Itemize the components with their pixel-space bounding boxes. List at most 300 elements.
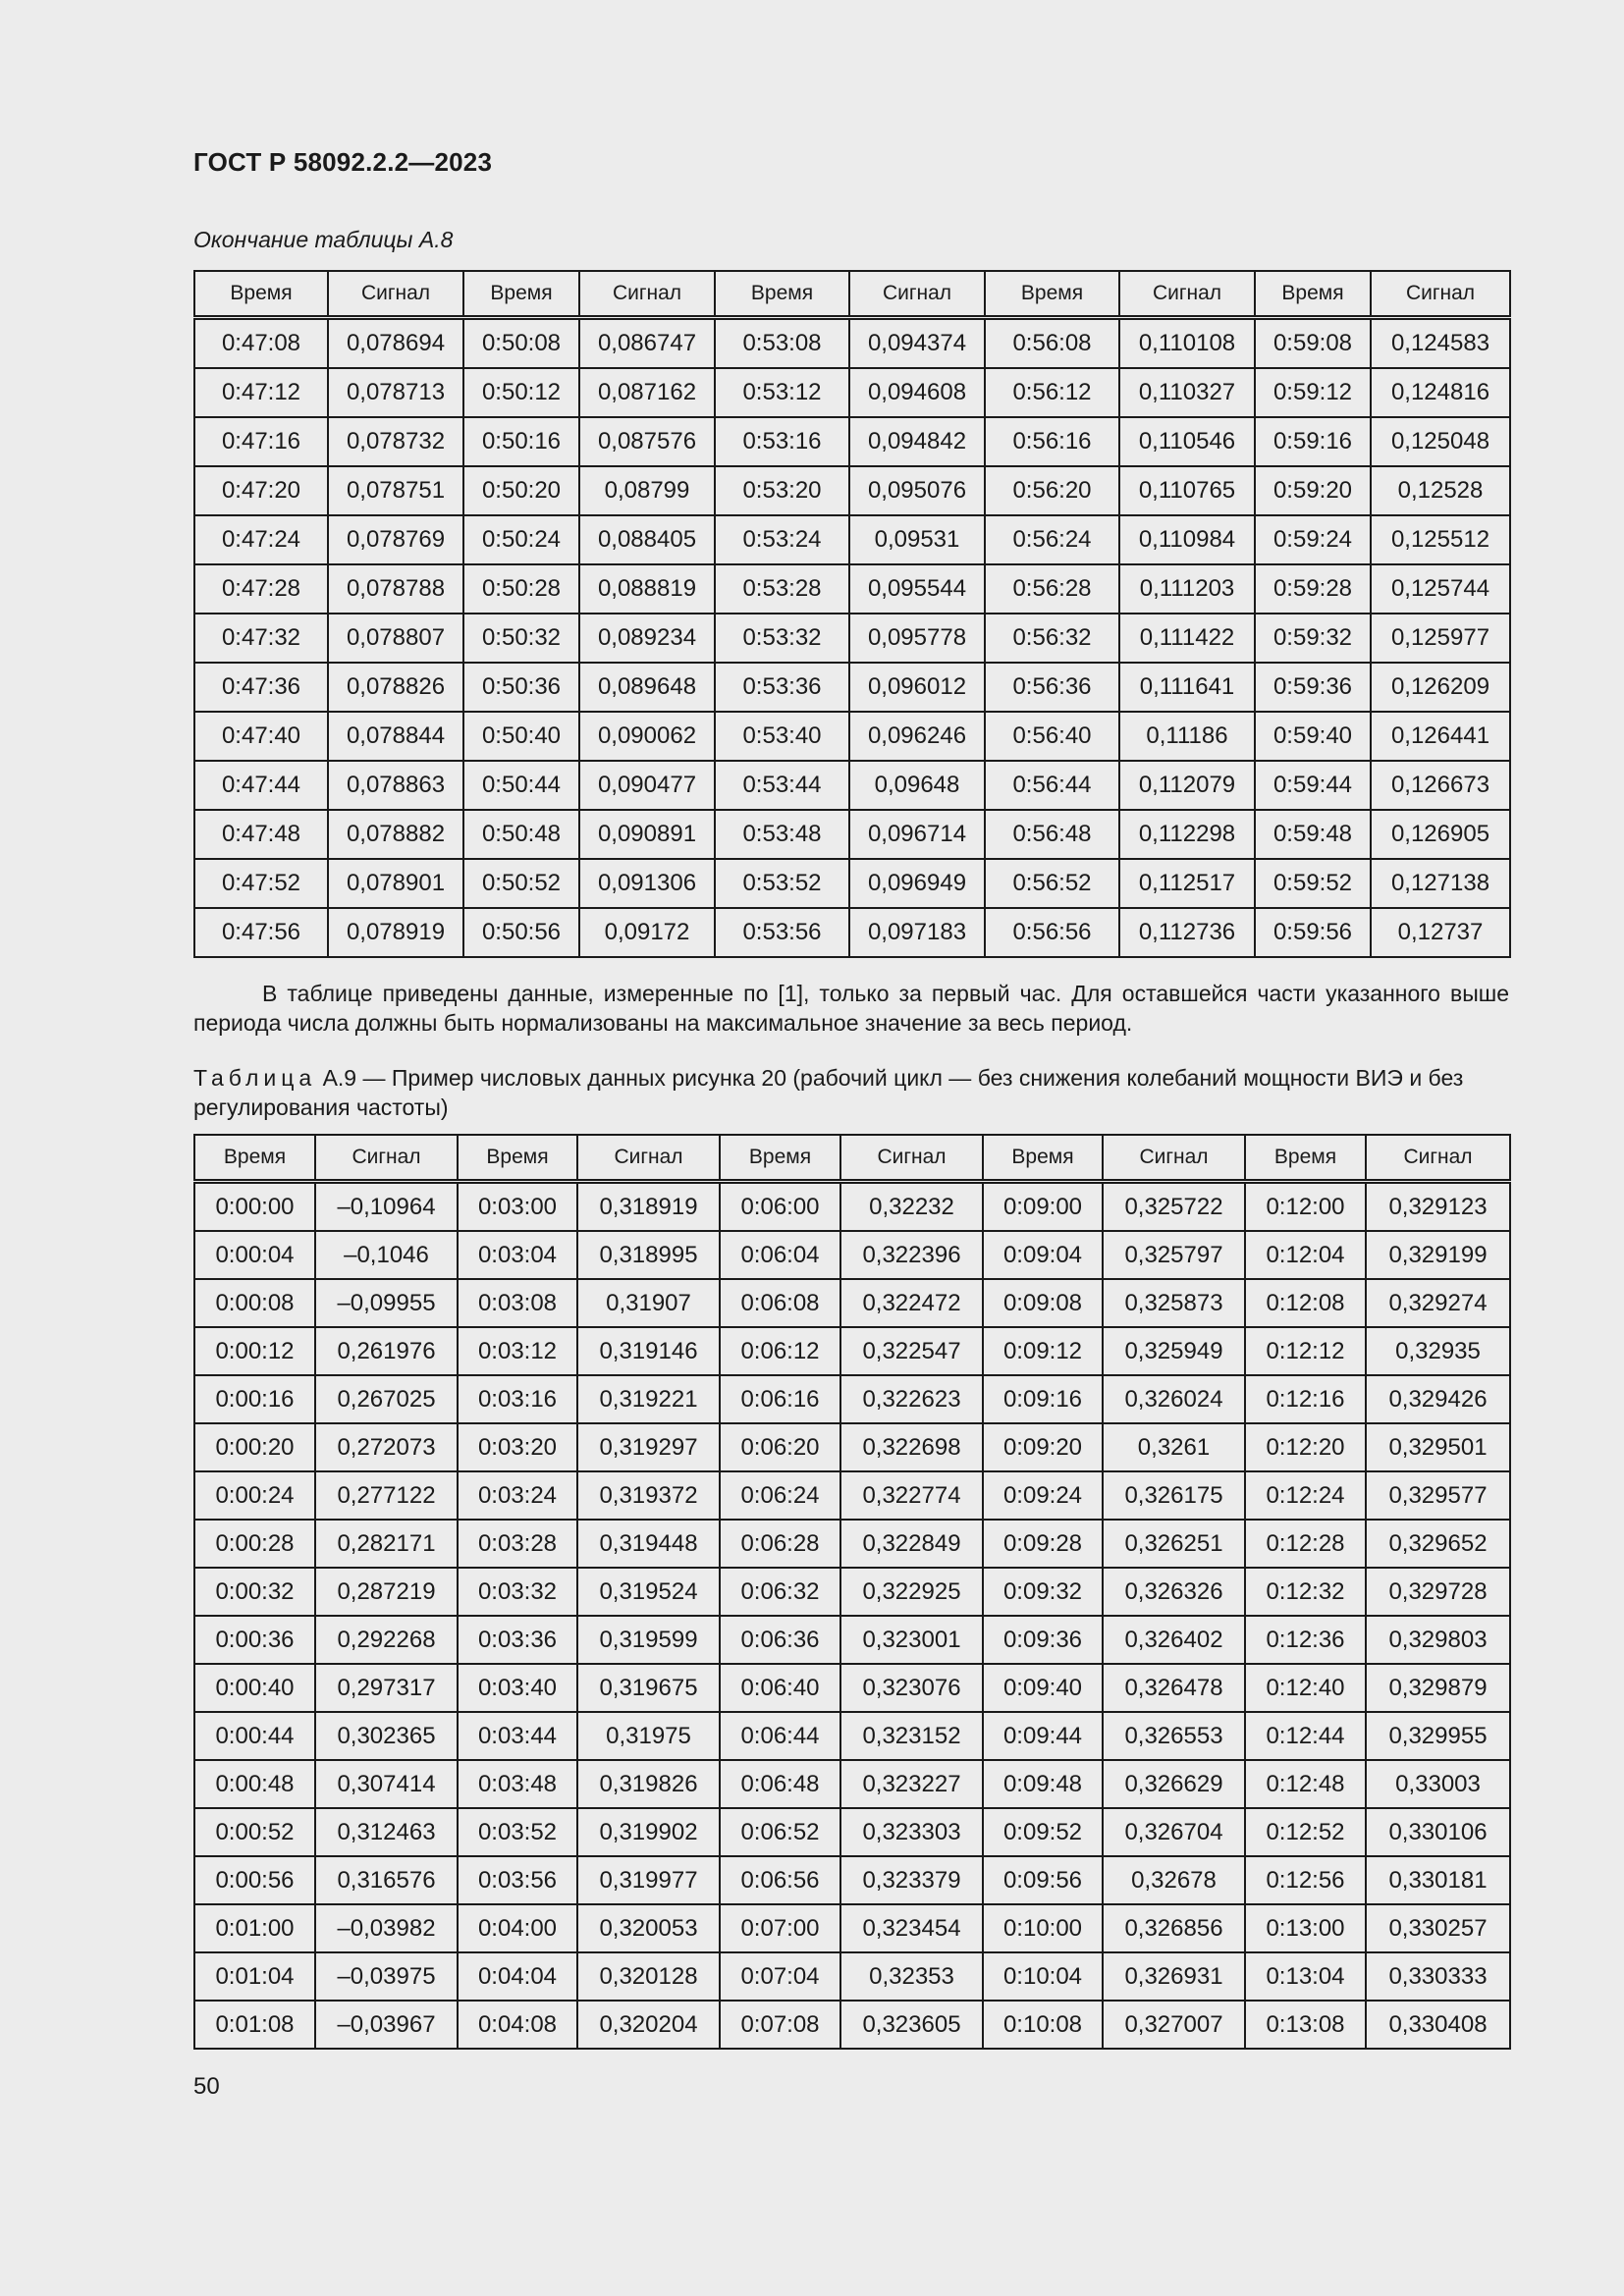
column-header: Сигнал [328, 271, 463, 318]
signal-cell: 0,126673 [1371, 761, 1510, 810]
time-cell: 0:06:20 [720, 1423, 840, 1471]
signal-cell: 0,319599 [577, 1616, 720, 1664]
time-cell: 0:59:48 [1255, 810, 1371, 859]
time-cell: 0:56:12 [985, 368, 1119, 417]
time-cell: 0:59:52 [1255, 859, 1371, 908]
time-cell: 0:03:00 [458, 1182, 577, 1232]
signal-cell: 0,078788 [328, 564, 463, 614]
time-cell: 0:12:28 [1245, 1520, 1366, 1568]
time-cell: 0:53:48 [715, 810, 849, 859]
signal-cell: 0,078826 [328, 663, 463, 712]
table-row [194, 1520, 1510, 1568]
time-cell: 0:59:28 [1255, 564, 1371, 614]
time-cell: 0:47:28 [194, 564, 328, 614]
signal-cell: 0,297317 [315, 1664, 458, 1712]
time-cell: 0:47:44 [194, 761, 328, 810]
signal-cell: 0,111203 [1119, 564, 1255, 614]
table-row [194, 663, 1510, 712]
signal-cell: 0,322396 [840, 1231, 983, 1279]
time-cell: 0:10:00 [983, 1904, 1103, 1952]
signal-cell: 0,316576 [315, 1856, 458, 1904]
signal-cell: 0,326402 [1103, 1616, 1245, 1664]
time-cell: 0:12:32 [1245, 1568, 1366, 1616]
signal-cell: 0,110765 [1119, 466, 1255, 515]
signal-cell: 0,330257 [1366, 1904, 1510, 1952]
signal-cell: –0,10964 [315, 1182, 458, 1232]
signal-cell: 0,090062 [579, 712, 715, 761]
signal-cell: 0,323605 [840, 2001, 983, 2049]
time-cell: 0:47:56 [194, 908, 328, 957]
signal-cell: 0,329803 [1366, 1616, 1510, 1664]
time-cell: 0:50:32 [463, 614, 579, 663]
signal-cell: 0,088405 [579, 515, 715, 564]
signal-cell: 0,095778 [849, 614, 985, 663]
table-row [194, 761, 1510, 810]
signal-cell: 0,078807 [328, 614, 463, 663]
time-cell: 0:00:52 [194, 1808, 315, 1856]
time-cell: 0:47:08 [194, 318, 328, 369]
time-cell: 0:00:36 [194, 1616, 315, 1664]
signal-cell: –0,1046 [315, 1231, 458, 1279]
table-row [194, 859, 1510, 908]
signal-cell: 0,329879 [1366, 1664, 1510, 1712]
signal-cell: 0,125512 [1371, 515, 1510, 564]
table-row [194, 1471, 1510, 1520]
column-header: Время [985, 271, 1119, 318]
signal-cell: 0,078732 [328, 417, 463, 466]
time-cell: 0:06:48 [720, 1760, 840, 1808]
time-cell: 0:12:24 [1245, 1471, 1366, 1520]
time-cell: 0:53:56 [715, 908, 849, 957]
signal-cell: 0,323152 [840, 1712, 983, 1760]
time-cell: 0:03:56 [458, 1856, 577, 1904]
time-cell: 0:03:32 [458, 1568, 577, 1616]
signal-cell: 0,327007 [1103, 2001, 1245, 2049]
signal-cell: 0,110108 [1119, 318, 1255, 369]
signal-cell: 0,329652 [1366, 1520, 1510, 1568]
signal-cell: 0,086747 [579, 318, 715, 369]
column-header: Время [194, 1135, 315, 1182]
column-header: Сигнал [1103, 1135, 1245, 1182]
table-row [194, 2001, 1510, 2049]
signal-cell: 0,322698 [840, 1423, 983, 1471]
signal-cell: 0,31975 [577, 1712, 720, 1760]
time-cell: 0:12:20 [1245, 1423, 1366, 1471]
time-cell: 0:07:04 [720, 1952, 840, 2001]
time-cell: 0:00:24 [194, 1471, 315, 1520]
signal-cell: –0,03975 [315, 1952, 458, 2001]
time-cell: 0:59:44 [1255, 761, 1371, 810]
time-cell: 0:53:44 [715, 761, 849, 810]
signal-cell: 0,320053 [577, 1904, 720, 1952]
time-cell: 0:06:56 [720, 1856, 840, 1904]
time-cell: 0:01:04 [194, 1952, 315, 2001]
signal-cell: 0,330106 [1366, 1808, 1510, 1856]
signal-cell: 0,08799 [579, 466, 715, 515]
time-cell: 0:06:36 [720, 1616, 840, 1664]
signal-cell: 0,09531 [849, 515, 985, 564]
time-cell: 0:59:36 [1255, 663, 1371, 712]
signal-cell: 0,319977 [577, 1856, 720, 1904]
time-cell: 0:04:00 [458, 1904, 577, 1952]
signal-cell: 0,3261 [1103, 1423, 1245, 1471]
time-cell: 0:47:32 [194, 614, 328, 663]
time-cell: 0:53:12 [715, 368, 849, 417]
time-cell: 0:09:32 [983, 1568, 1103, 1616]
time-cell: 0:56:36 [985, 663, 1119, 712]
signal-cell: 0,329577 [1366, 1471, 1510, 1520]
time-cell: 0:12:44 [1245, 1712, 1366, 1760]
signal-cell: 0,078919 [328, 908, 463, 957]
signal-cell: 0,329199 [1366, 1231, 1510, 1279]
time-cell: 0:09:48 [983, 1760, 1103, 1808]
time-cell: 0:01:00 [194, 1904, 315, 1952]
table-row [194, 908, 1510, 957]
time-cell: 0:09:28 [983, 1520, 1103, 1568]
table-a9-caption-text: А.9 — Пример числовых данных рисунка 20 (рабочий цикл — без снижения колебаний мощности ВИЭ и без регулирования частоты) [193, 1065, 1464, 1120]
signal-cell: 0,110327 [1119, 368, 1255, 417]
table-row [194, 1279, 1510, 1327]
signal-cell: 0,126209 [1371, 663, 1510, 712]
column-header: Время [1245, 1135, 1366, 1182]
time-cell: 0:10:04 [983, 1952, 1103, 2001]
time-cell: 0:00:00 [194, 1182, 315, 1232]
table-row [194, 564, 1510, 614]
time-cell: 0:53:24 [715, 515, 849, 564]
time-cell: 0:12:36 [1245, 1616, 1366, 1664]
table-row [194, 417, 1510, 466]
note-paragraph: В таблице приведены данные, измеренные по [1], только за первый час. Для оставшейся части указанного выше периода числа должны быть нормализованы на максимальное значение за весь период. [193, 981, 1509, 1036]
signal-cell: 0,111422 [1119, 614, 1255, 663]
signal-cell: 0,329955 [1366, 1712, 1510, 1760]
signal-cell: 0,124816 [1371, 368, 1510, 417]
signal-cell: 0,126905 [1371, 810, 1510, 859]
signal-cell: 0,078882 [328, 810, 463, 859]
signal-cell: 0,319675 [577, 1664, 720, 1712]
table-row [194, 1423, 1510, 1471]
time-cell: 0:56:20 [985, 466, 1119, 515]
time-cell: 0:03:48 [458, 1760, 577, 1808]
signal-cell: 0,322623 [840, 1375, 983, 1423]
column-header: Сигнал [1371, 271, 1510, 318]
signal-cell: 0,326175 [1103, 1471, 1245, 1520]
column-header: Время [715, 271, 849, 318]
time-cell: 0:09:00 [983, 1182, 1103, 1232]
signal-cell: 0,126441 [1371, 712, 1510, 761]
column-header: Время [463, 271, 579, 318]
signal-cell: 0,12737 [1371, 908, 1510, 957]
signal-cell: 0,112298 [1119, 810, 1255, 859]
time-cell: 0:09:52 [983, 1808, 1103, 1856]
time-cell: 0:50:12 [463, 368, 579, 417]
signal-cell: 0,322547 [840, 1327, 983, 1375]
signal-cell: 0,261976 [315, 1327, 458, 1375]
signal-cell: 0,319221 [577, 1375, 720, 1423]
page-number: 50 [193, 2073, 220, 2100]
column-header: Сигнал [577, 1135, 720, 1182]
table-a9 [193, 1134, 1511, 2050]
time-cell: 0:59:32 [1255, 614, 1371, 663]
time-cell: 0:53:40 [715, 712, 849, 761]
signal-cell: 0,326704 [1103, 1808, 1245, 1856]
signal-cell: 0,087162 [579, 368, 715, 417]
table-a8-header-row [194, 271, 1510, 318]
signal-cell: 0,330408 [1366, 2001, 1510, 2049]
signal-cell: 0,110984 [1119, 515, 1255, 564]
signal-cell: 0,096246 [849, 712, 985, 761]
time-cell: 0:50:16 [463, 417, 579, 466]
time-cell: 0:50:36 [463, 663, 579, 712]
time-cell: 0:03:28 [458, 1520, 577, 1568]
time-cell: 0:03:44 [458, 1712, 577, 1760]
signal-cell: 0,33003 [1366, 1760, 1510, 1808]
signal-cell: 0,329274 [1366, 1279, 1510, 1327]
time-cell: 0:50:24 [463, 515, 579, 564]
time-cell: 0:06:40 [720, 1664, 840, 1712]
time-cell: 0:03:16 [458, 1375, 577, 1423]
time-cell: 0:04:08 [458, 2001, 577, 2049]
time-cell: 0:06:44 [720, 1712, 840, 1760]
time-cell: 0:56:08 [985, 318, 1119, 369]
signal-cell: 0,125977 [1371, 614, 1510, 663]
time-cell: 0:00:28 [194, 1520, 315, 1568]
table-row [194, 1375, 1510, 1423]
time-cell: 0:59:20 [1255, 466, 1371, 515]
table-row [194, 1808, 1510, 1856]
signal-cell: –0,09955 [315, 1279, 458, 1327]
time-cell: 0:07:00 [720, 1904, 840, 1952]
signal-cell: 0,323303 [840, 1808, 983, 1856]
signal-cell: 0,112079 [1119, 761, 1255, 810]
signal-cell: 0,323001 [840, 1616, 983, 1664]
signal-cell: 0,078751 [328, 466, 463, 515]
table-a9-caption [193, 1063, 1509, 1122]
column-header: Сигнал [315, 1135, 458, 1182]
signal-cell: 0,11186 [1119, 712, 1255, 761]
table-row [194, 515, 1510, 564]
time-cell: 0:03:52 [458, 1808, 577, 1856]
signal-cell: 0,322774 [840, 1471, 983, 1520]
table-row [194, 1616, 1510, 1664]
time-cell: 0:10:08 [983, 2001, 1103, 2049]
signal-cell: 0,323379 [840, 1856, 983, 1904]
time-cell: 0:09:04 [983, 1231, 1103, 1279]
time-cell: 0:53:20 [715, 466, 849, 515]
time-cell: 0:06:24 [720, 1471, 840, 1520]
signal-cell: 0,125048 [1371, 417, 1510, 466]
signal-cell: 0,096012 [849, 663, 985, 712]
signal-cell: 0,088819 [579, 564, 715, 614]
column-header: Сигнал [1119, 271, 1255, 318]
time-cell: 0:06:08 [720, 1279, 840, 1327]
table-row [194, 1952, 1510, 2001]
signal-cell: 0,127138 [1371, 859, 1510, 908]
table-row [194, 712, 1510, 761]
signal-cell: 0,329426 [1366, 1375, 1510, 1423]
signal-cell: 0,078863 [328, 761, 463, 810]
time-cell: 0:59:40 [1255, 712, 1371, 761]
time-cell: 0:09:20 [983, 1423, 1103, 1471]
time-cell: 0:47:40 [194, 712, 328, 761]
signal-cell: 0,326251 [1103, 1520, 1245, 1568]
time-cell: 0:00:12 [194, 1327, 315, 1375]
time-cell: 0:06:16 [720, 1375, 840, 1423]
time-cell: 0:00:32 [194, 1568, 315, 1616]
time-cell: 0:50:20 [463, 466, 579, 515]
signal-cell: 0,094374 [849, 318, 985, 369]
time-cell: 0:56:16 [985, 417, 1119, 466]
table-a9-caption-label: Таблица [193, 1065, 317, 1091]
time-cell: 0:09:12 [983, 1327, 1103, 1375]
time-cell: 0:09:56 [983, 1856, 1103, 1904]
time-cell: 0:12:04 [1245, 1231, 1366, 1279]
signal-cell: 0,292268 [315, 1616, 458, 1664]
signal-cell: 0,110546 [1119, 417, 1255, 466]
table-a8 [193, 270, 1511, 958]
time-cell: 0:50:56 [463, 908, 579, 957]
time-cell: 0:03:24 [458, 1471, 577, 1520]
table-row [194, 614, 1510, 663]
signal-cell: 0,111641 [1119, 663, 1255, 712]
signal-cell: 0,12528 [1371, 466, 1510, 515]
table-row [194, 1327, 1510, 1375]
time-cell: 0:06:04 [720, 1231, 840, 1279]
time-cell: 0:53:28 [715, 564, 849, 614]
time-cell: 0:09:16 [983, 1375, 1103, 1423]
time-cell: 0:03:20 [458, 1423, 577, 1471]
column-header: Время [458, 1135, 577, 1182]
signal-cell: 0,323227 [840, 1760, 983, 1808]
signal-cell: 0,322472 [840, 1279, 983, 1327]
column-header: Сигнал [849, 271, 985, 318]
time-cell: 0:47:12 [194, 368, 328, 417]
time-cell: 0:13:04 [1245, 1952, 1366, 2001]
time-cell: 0:47:16 [194, 417, 328, 466]
time-cell: 0:12:56 [1245, 1856, 1366, 1904]
column-header: Время [1255, 271, 1371, 318]
signal-cell: 0,090477 [579, 761, 715, 810]
time-cell: 0:12:40 [1245, 1664, 1366, 1712]
time-cell: 0:12:08 [1245, 1279, 1366, 1327]
table-a9-header-row [194, 1135, 1510, 1182]
time-cell: 0:53:08 [715, 318, 849, 369]
signal-cell: 0,078901 [328, 859, 463, 908]
signal-cell: 0,326931 [1103, 1952, 1245, 2001]
signal-cell: 0,124583 [1371, 318, 1510, 369]
time-cell: 0:00:04 [194, 1231, 315, 1279]
time-cell: 0:06:52 [720, 1808, 840, 1856]
signal-cell: 0,32678 [1103, 1856, 1245, 1904]
signal-cell: 0,319146 [577, 1327, 720, 1375]
time-cell: 0:09:44 [983, 1712, 1103, 1760]
table-row [194, 1856, 1510, 1904]
signal-cell: 0,326856 [1103, 1904, 1245, 1952]
signal-cell: 0,095076 [849, 466, 985, 515]
signal-cell: 0,322925 [840, 1568, 983, 1616]
table-row [194, 466, 1510, 515]
time-cell: 0:03:08 [458, 1279, 577, 1327]
signal-cell: 0,329728 [1366, 1568, 1510, 1616]
signal-cell: 0,325722 [1103, 1182, 1245, 1232]
signal-cell: 0,302365 [315, 1712, 458, 1760]
signal-cell: 0,322849 [840, 1520, 983, 1568]
time-cell: 0:09:08 [983, 1279, 1103, 1327]
signal-cell: 0,272073 [315, 1423, 458, 1471]
time-cell: 0:00:40 [194, 1664, 315, 1712]
column-header: Время [194, 271, 328, 318]
time-cell: 0:03:04 [458, 1231, 577, 1279]
signal-cell: 0,267025 [315, 1375, 458, 1423]
time-cell: 0:07:08 [720, 2001, 840, 2049]
signal-cell: 0,112517 [1119, 859, 1255, 908]
signal-cell: 0,326553 [1103, 1712, 1245, 1760]
signal-cell: 0,095544 [849, 564, 985, 614]
signal-cell: 0,323076 [840, 1664, 983, 1712]
time-cell: 0:00:08 [194, 1279, 315, 1327]
time-cell: 0:01:08 [194, 2001, 315, 2049]
signal-cell: 0,323454 [840, 1904, 983, 1952]
time-cell: 0:06:00 [720, 1182, 840, 1232]
signal-cell: 0,319902 [577, 1808, 720, 1856]
time-cell: 0:47:20 [194, 466, 328, 515]
signal-cell: 0,112736 [1119, 908, 1255, 957]
time-cell: 0:53:16 [715, 417, 849, 466]
signal-cell: 0,282171 [315, 1520, 458, 1568]
time-cell: 0:56:52 [985, 859, 1119, 908]
signal-cell: 0,307414 [315, 1760, 458, 1808]
signal-cell: 0,320128 [577, 1952, 720, 2001]
signal-cell: 0,325873 [1103, 1279, 1245, 1327]
signal-cell: 0,32353 [840, 1952, 983, 2001]
table-a8-body [194, 318, 1510, 958]
signal-cell: –0,03982 [315, 1904, 458, 1952]
signal-cell: 0,319297 [577, 1423, 720, 1471]
time-cell: 0:59:56 [1255, 908, 1371, 957]
time-cell: 0:00:44 [194, 1712, 315, 1760]
time-cell: 0:56:32 [985, 614, 1119, 663]
time-cell: 0:53:32 [715, 614, 849, 663]
time-cell: 0:59:12 [1255, 368, 1371, 417]
time-cell: 0:56:44 [985, 761, 1119, 810]
signal-cell: 0,325949 [1103, 1327, 1245, 1375]
time-cell: 0:59:16 [1255, 417, 1371, 466]
signal-cell: 0,097183 [849, 908, 985, 957]
signal-cell: 0,32232 [840, 1182, 983, 1232]
signal-cell: 0,319448 [577, 1520, 720, 1568]
time-cell: 0:12:52 [1245, 1808, 1366, 1856]
table-row [194, 1712, 1510, 1760]
signal-cell: 0,09172 [579, 908, 715, 957]
time-cell: 0:03:36 [458, 1616, 577, 1664]
time-cell: 0:12:48 [1245, 1760, 1366, 1808]
table-row [194, 810, 1510, 859]
time-cell: 0:59:24 [1255, 515, 1371, 564]
table-row [194, 1182, 1510, 1232]
time-cell: 0:13:08 [1245, 2001, 1366, 2049]
signal-cell: 0,320204 [577, 2001, 720, 2049]
time-cell: 0:56:40 [985, 712, 1119, 761]
signal-cell: 0,330181 [1366, 1856, 1510, 1904]
signal-cell: 0,319372 [577, 1471, 720, 1520]
table-row [194, 1231, 1510, 1279]
signal-cell: 0,087576 [579, 417, 715, 466]
table-a9-body [194, 1182, 1510, 2050]
signal-cell: 0,091306 [579, 859, 715, 908]
time-cell: 0:47:48 [194, 810, 328, 859]
signal-cell: 0,078713 [328, 368, 463, 417]
time-cell: 0:56:56 [985, 908, 1119, 957]
signal-cell: 0,090891 [579, 810, 715, 859]
